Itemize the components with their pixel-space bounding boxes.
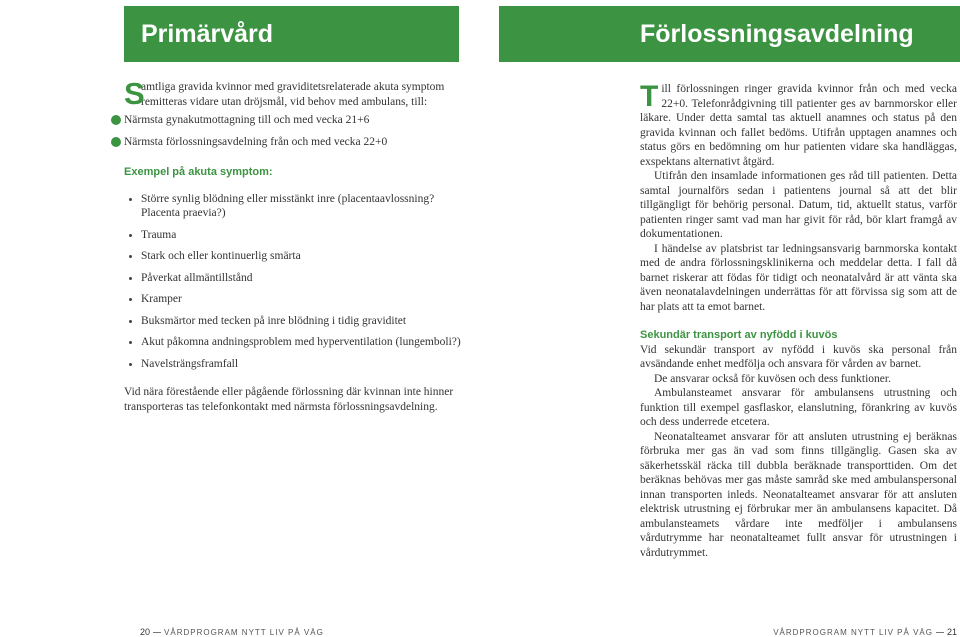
list-item: Buksmärtor med tecken på inre blödning i tidig graviditet — [124, 314, 464, 329]
intro-text: amtliga gravida kvinnor med graviditetsrelaterade akuta symptom remitteras vidare utan dröjsmål, vid behov med ambulans, till: — [141, 81, 445, 108]
right-page-title: Förlossningsavdelning — [640, 19, 914, 48]
referral-item: Närmsta förlossningsavdelning från och med vecka 22+0 — [124, 135, 464, 150]
bullet-icon — [129, 198, 132, 201]
list-item: Navelsträngsframfall — [124, 357, 464, 372]
right-page-banner — [499, 6, 960, 62]
list-item: Större synlig blödning eller misstänkt inre (placentaavlossning? Placenta praevia?) — [124, 192, 464, 221]
circle-bullet-icon — [111, 137, 121, 147]
circle-bullet-icon — [111, 115, 121, 125]
footer-rule — [153, 632, 161, 633]
closing-paragraph: Vid nära förestående eller pågående förlossning där kvinnan inte hinner transporteras tas telefonkontakt med närmsta förlossningsavdelning. — [124, 386, 454, 413]
page-number: 21 — [946, 627, 957, 637]
paragraph: Ambulansteamet ansvarar för ambulansens utrustning och funktion till exempel gasflaskor, elanslutning, förankring av kuvös och dess underrede etcetera. — [640, 387, 957, 428]
bullet-icon — [129, 298, 132, 301]
bullet-icon — [129, 341, 132, 344]
paragraph: Till förlossningen ringer gravida kvinnor från och med vecka 22+0. Telefonrådgivning till patienter ges av barnmorskor eller läkare. Under detta samtal tas aktuell anamnes och status på den gravida kvinnan och fallet bedöms. Utifrån upptagen anamnes och status görs en bedömning om hur patienten vidare ska handläggas, exspektans alternativt åtgärd. — [640, 80, 957, 168]
intro-paragraph — [124, 76, 464, 111]
left-column — [124, 76, 464, 414]
bullet-icon — [129, 234, 132, 237]
paragraph: I händelse av platsbrist tar ledningsansvarig barnmorska kontakt med de andra förlossningsklinikerna och meddelar detta. I fall då barnet riskerar att födas för tidigt och neonatalvård är att vänta ska även neonatalavdelningen underrättas för att förvissa sig som att de har plats att ta emot barnet. — [640, 242, 957, 313]
list-item: Kramper — [124, 292, 464, 307]
symptoms-list — [124, 192, 464, 372]
paragraph: Neonatalteamet ansvarar för att ansluten utrustning ej beräknas förbruka mer gas än vad som finns tillgänglig. Gasen ska av säkerhetsskäl räcka till dubbla beräknade transporttiden. Om det beräknas behövas mer gas måste samråd ske med ambulanspersonal innan transporten inleds. Neonatalteamet ansvarar för att ansluten elektrisk utrustning ej förbrukar mer än ambulansens kapacitet. Då ambulansteamets vårdare inte medföljer i ambulansens vårdutrymme har neonatalteamet fullt ansvar för utrustningen i vårdutrymmet. — [640, 430, 957, 559]
symptoms-heading: Exempel på akuta symptom: — [124, 166, 273, 178]
left-page-title: Primärvård — [141, 19, 274, 48]
page-number: 20 — [140, 627, 151, 637]
bullet-icon — [129, 255, 132, 258]
drop-cap: S — [124, 76, 145, 111]
paragraph: Utifrån den insamlade informationen ges råd till patienten. Detta samtal journalförs sedan i patientens journal så att det blir tillgängligt för behörig personal. Datum, tid, aktuellt status, varför patienten ringer samt vad man har givit för råd, bör klart framgå av dokumentationen. — [640, 170, 957, 240]
bullet-icon — [129, 363, 132, 366]
left-page-banner — [124, 6, 459, 62]
list-item: Påverkat allmäntillstånd — [124, 271, 464, 286]
referral-item: Närmsta gynakutmottagning till och med vecka 21+6 — [124, 113, 464, 128]
section-heading: Sekundär transport av nyfödd i kuvös — [640, 329, 838, 341]
footer-title: VÅRDPROGRAM NYTT LIV PÅ VÄG — [164, 628, 324, 637]
right-column — [640, 82, 957, 560]
list-item: Stark och eller kontinuerlig smärta — [124, 249, 464, 264]
bullet-icon — [129, 320, 132, 323]
paragraph: De ansvarar också för kuvösen och dess funktioner. — [654, 372, 891, 385]
footer-title: VÅRDPROGRAM NYTT LIV PÅ VÄG — [773, 628, 933, 637]
list-item: Trauma — [124, 228, 464, 243]
bullet-icon — [129, 277, 132, 280]
drop-cap: T — [640, 80, 659, 113]
footer-rule — [936, 632, 944, 633]
paragraph: Vid sekundär transport av nyfödd i kuvös ska personal från avsändande enhet medfölja och ansvara för vården av barnet. — [640, 343, 957, 370]
list-item: Akut påkomna andningsproblem med hyperventilation (lungemboli?) — [124, 335, 464, 350]
